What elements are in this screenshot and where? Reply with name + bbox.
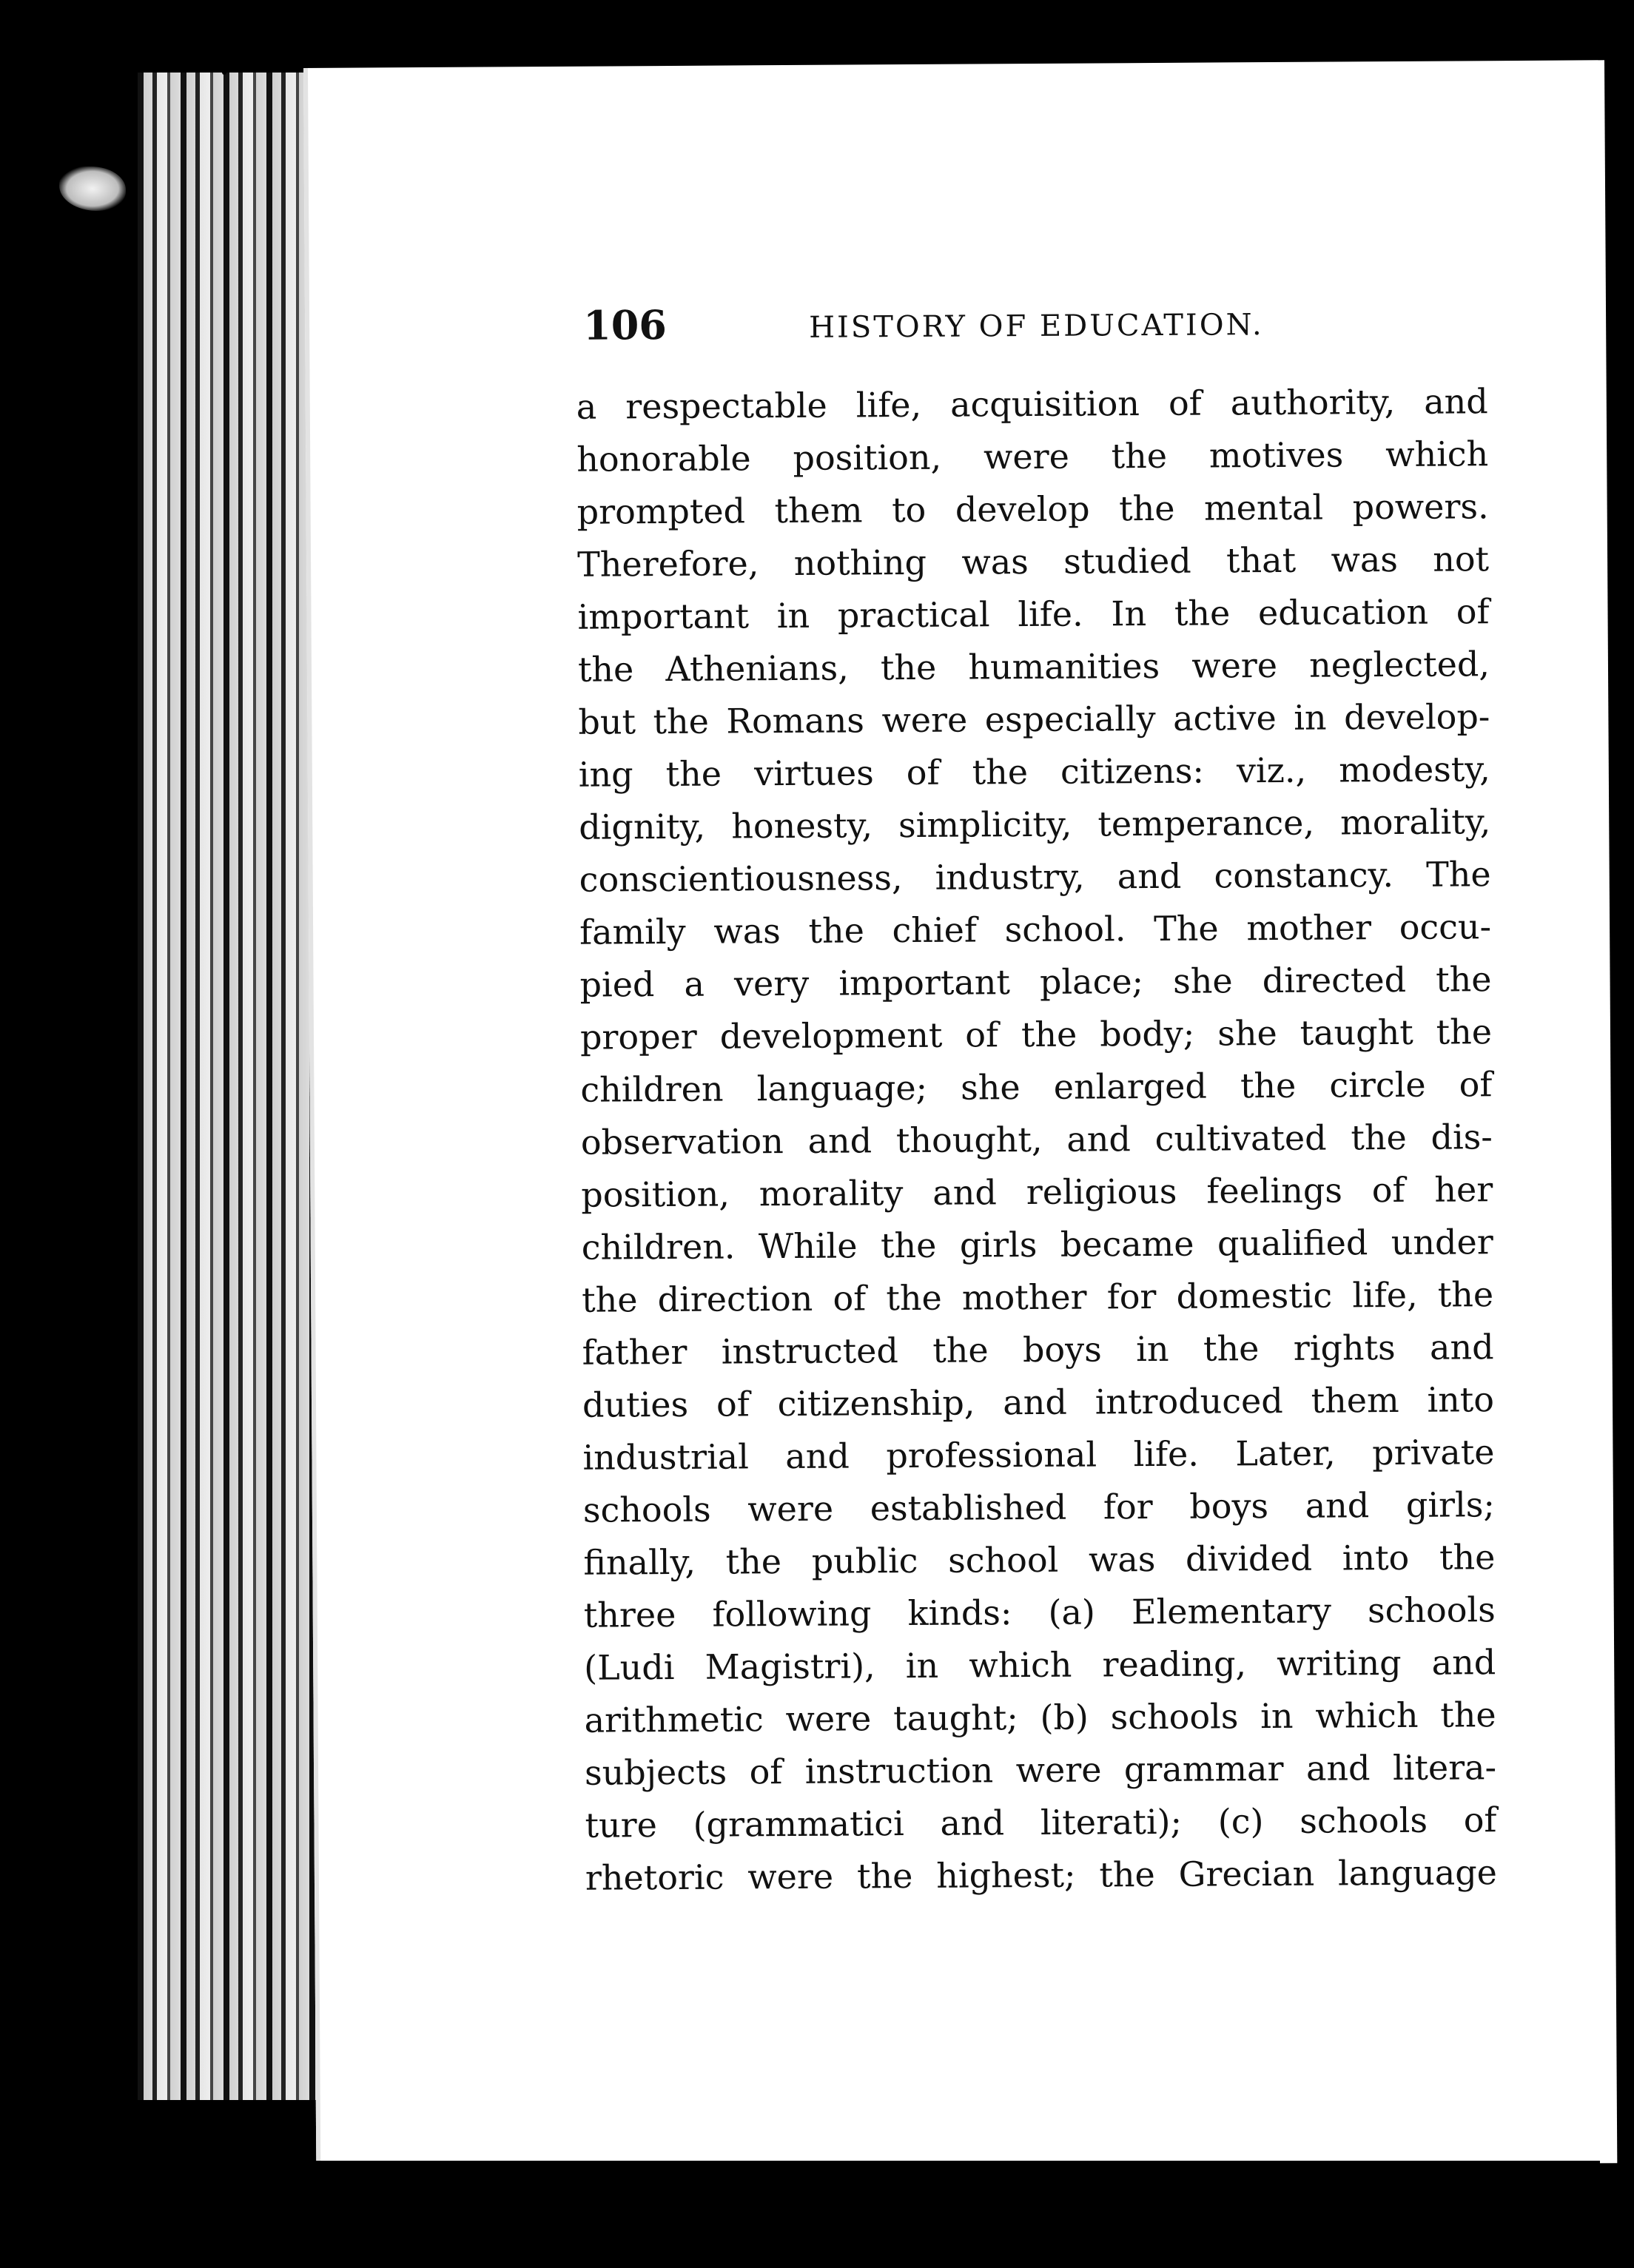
text-line: (Ludi Magistri), in which reading, writing and: [584, 1642, 1496, 1688]
text-line: arithmetic were taught; (b) schools in which the: [584, 1695, 1496, 1740]
text-line: family was the chief school. The mother occu-: [579, 906, 1492, 952]
text-line: dignity, honesty, simplicity, temperance, morality,: [579, 801, 1491, 847]
text-line: subjects of instruction were grammar and litera-: [584, 1747, 1497, 1793]
scan-speck: [12, 311, 16, 314]
text-line: ture (grammatici and literati); (c) schools of: [585, 1800, 1497, 1845]
text-line: pied a very important place; she directed the: [579, 959, 1492, 1005]
text-line: conscientiousness, industry, and constancy. The: [579, 854, 1491, 900]
text-line: Therefore, nothing was studied that was not: [576, 539, 1490, 585]
running-head: HISTORY OF EDUCATION.: [809, 308, 1264, 345]
text-line: the Athenians, the humanities were neglected,: [577, 644, 1490, 690]
text-line: three following kinds: (a) Elementary schools: [583, 1589, 1496, 1635]
paper-blemish: [59, 166, 126, 211]
scan-speck: [222, 70, 226, 75]
text-line: duties of citizenship, and introduced them into: [582, 1379, 1495, 1425]
page-edges: [138, 73, 332, 2115]
page-number: 106: [582, 301, 668, 349]
text-line: a respectable life, acquisition of authority, and: [576, 381, 1488, 427]
book-page: [303, 60, 1617, 2171]
text-line: finally, the public school was divided into the: [583, 1537, 1496, 1583]
body-text: [576, 375, 1498, 1904]
text-line: rhetoric were the highest; the Grecian language: [585, 1852, 1498, 1898]
text-line: important in practical life. In the education of: [577, 591, 1490, 637]
page-header: [583, 296, 1472, 368]
text-line: proper development of the body; she taught the: [579, 1012, 1493, 1057]
text-line: the direction of the mother for domestic life, the: [582, 1274, 1494, 1320]
text-line: industrial and professional life. Later, private: [582, 1432, 1495, 1478]
scan-border-bottom: [303, 2161, 1600, 2190]
text-line: observation and thought, and cultivated the dis-: [580, 1117, 1493, 1162]
text-line: prompted them to develop the mental powers.: [576, 486, 1489, 532]
text-line: position, morality and religious feelings of her: [581, 1169, 1493, 1215]
text-line: children language; she enlarged the circle of: [580, 1064, 1493, 1110]
text-line: father instructed the boys in the rights and: [582, 1327, 1494, 1373]
text-line: honorable position, were the motives which: [576, 434, 1489, 479]
text-line: but the Romans were especially active in develop-: [578, 696, 1490, 742]
text-line: children. While the girls became qualified under: [581, 1222, 1493, 1268]
scan-speck: [651, 59, 657, 65]
text-line: schools were established for boys and girls;: [582, 1484, 1496, 1530]
text-line: ing the virtues of the citizens: viz., modesty,: [578, 749, 1490, 795]
